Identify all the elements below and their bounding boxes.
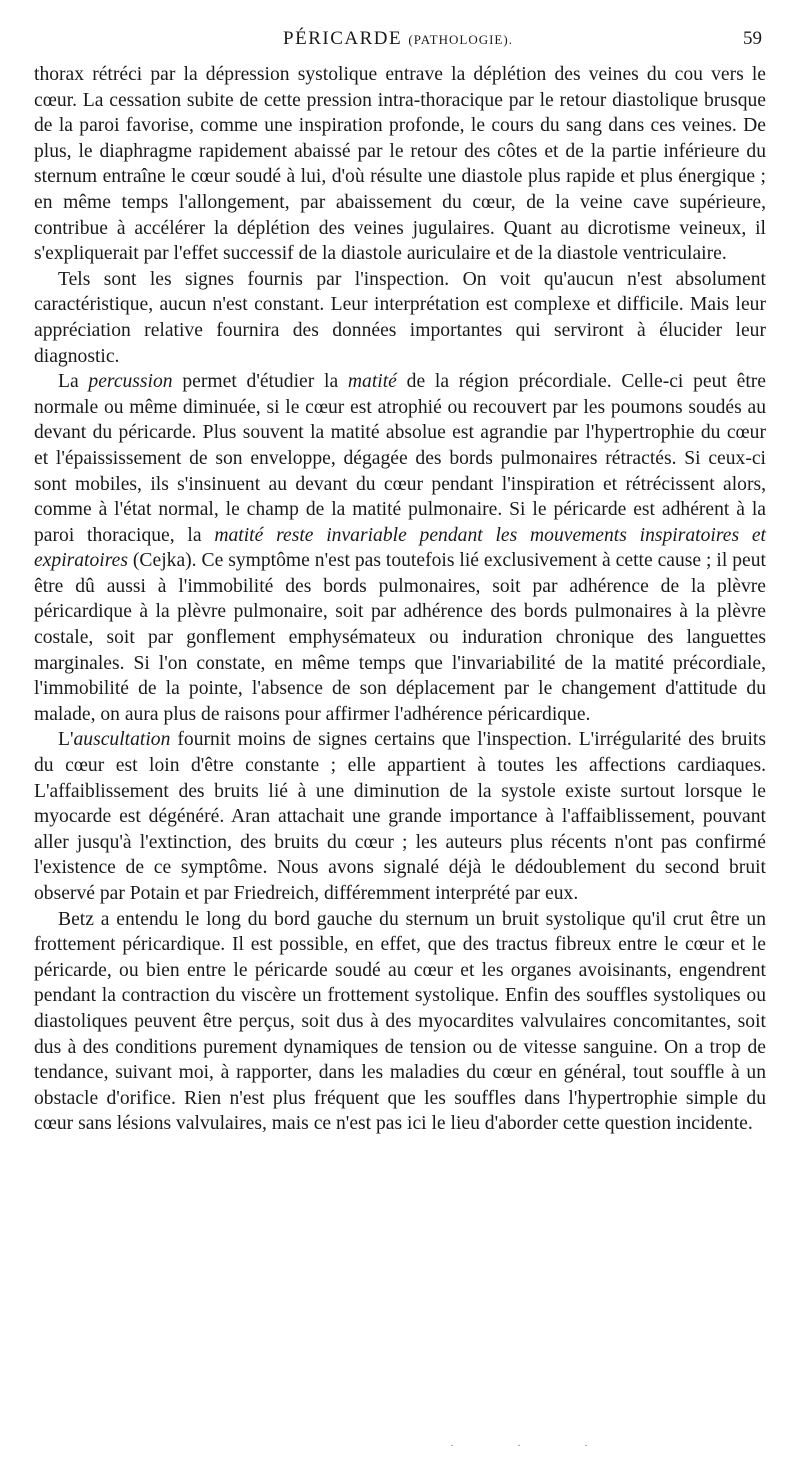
text-run: thorax rétréci par la dépression systolique entrave la déplétion des veines du cou vers le cœur. La cessation subite de cette pression intra-thoracique par le retour diastolique brusque de la paroi favorise, comme une inspiration profonde, le cours du sang dans ces veines. De plus, le diaphragme rapidement abaissé par le retour des côtes et de la partie inférieure du sternum entraîne le cœur soudé à lui, d'où résulte une diastole plus rapide et plus énergique ; en même temps l'allongement, par abaissement du cœur, de la veine cave supérieure, contribue à accélérer la déplétion des veines jugulaires. Quant au dicrotisme veineux, il s'expliquerait par l'effet successif de la diastole auriculaire et de la diastole ventriculaire. [34,64,766,265]
text-run: permet d'étudier la [172,371,348,393]
text-run: fournit moins de signes certains que l'inspection. L'irrégularité des bruits du cœur est loin d'être constante ; elle appartient à toutes les affections cardiaques. L'affaiblissement des bruits lié à une diminution de la systole existe surtout lorsque le myocarde est dégénéré. Aran attachait une grande importance à l'affaiblissement, pouvant aller jusqu'à l'extinction, des bruits du cœur ; les auteurs plus récents n'ont pas confirmé l'existence de ce symptôme. Nous avons signalé déjà le dédoublement du second bruit observé par Potain et par Friedreich, différemment interprété par eux. [34,729,766,904]
paragraph [34,907,766,1137]
body-text [34,62,766,1137]
text-run: L' [58,729,74,751]
text-run: Betz a entendu le long du bord gauche du sternum un bruit systolique qu'il crut être un frottement péricardique. Il est possible, en effet, que des tractus fibreux entre le cœur et le péricarde, ou bien entre le péricarde soudé au cœur et les organes avoisinants, engendrent pendant la contraction du viscère un frottement systolique. Enfin des souffles systoliques ou diastoliques peuvent être perçus, soit dus à des myocardites valvulaires concomitantes, soit dus à des conditions purement dynamiques de tension ou de vitesse sanguine. On a trop de tendance, suivant moi, à rapporter, dans les maladies du cœur en général, tout souffle à un obstacle d'orifice. Rien n'est plus fréquent que les souffles dans l'hypertrophie simple du cœur sans lésions valvulaires, mais ce n'est pas ici le lieu d'aborder cette question incidente. [34,908,766,1135]
italic-term: matité [347,371,397,393]
page-title-main: PÉRICARDE [283,28,403,49]
page-number: 59 [743,28,762,49]
text-run: (Cejka). Ce symptôme n'est pas toutefois lié exclusivement à cette cause ; il peut être dû aussi à l'immobilité des bords pulmonaires, soit par adhérence de la plèvre péricardique à la plèvre pulmonaire, soit par adhérence des bords pulmonaires à la plèvre costale, soit par gonflement emphysémateux ou induration chronique des languettes marginales. Si l'on constate, en même temps que l'invariabilité de la matité précordiale, l'immobilité de la pointe, l'absence de son déplacement par le changement d'attitude du malade, on aura plus de raisons pour affirmer l'adhérence péricardique. [34,550,766,725]
paragraph [34,62,766,267]
page-title-subtitle: (PATHOLOGIE). [408,32,513,47]
text-run: de la région précordiale. Celle-ci peut être normale ou même diminuée, si le cœur est atrophié ou recouvert par les poumons soudés au devant du péricarde. Plus souvent la matité absolue est agrandie par l'hypertrophie du cœur et l'épaississement de son enveloppe, dégagée des bords pulmonaires rétractés. Si ceux-ci sont mobiles, ils s'insinuent au devant du cœur pendant l'inspiration et rétrécissent alors, comme à l'état normal, le champ de la matité pulmonaire. Si le péricarde est adhérent à la paroi thoracique, la [34,371,766,546]
paragraph [34,267,766,369]
page-title [34,28,762,50]
paragraph [34,727,766,906]
italic-term: matité reste invariable pendant les mouvements inspiratoires et expiratoires [34,524,766,572]
scan-specks: · · · [450,1438,618,1452]
italic-term: percussion [88,371,173,393]
paragraph [34,369,766,727]
text-run: Tels sont les signes fournis par l'inspection. On voit qu'aucun n'est absolument caractéristique, aucun n'est constant. Leur interprétation est complexe et difficile. Mais leur appréciation relative fournira des données importantes qui serviront à élucider leur diagnostic. [34,268,766,367]
text-run: La [58,371,89,393]
running-head [34,28,762,56]
italic-term: auscultation [73,729,171,751]
